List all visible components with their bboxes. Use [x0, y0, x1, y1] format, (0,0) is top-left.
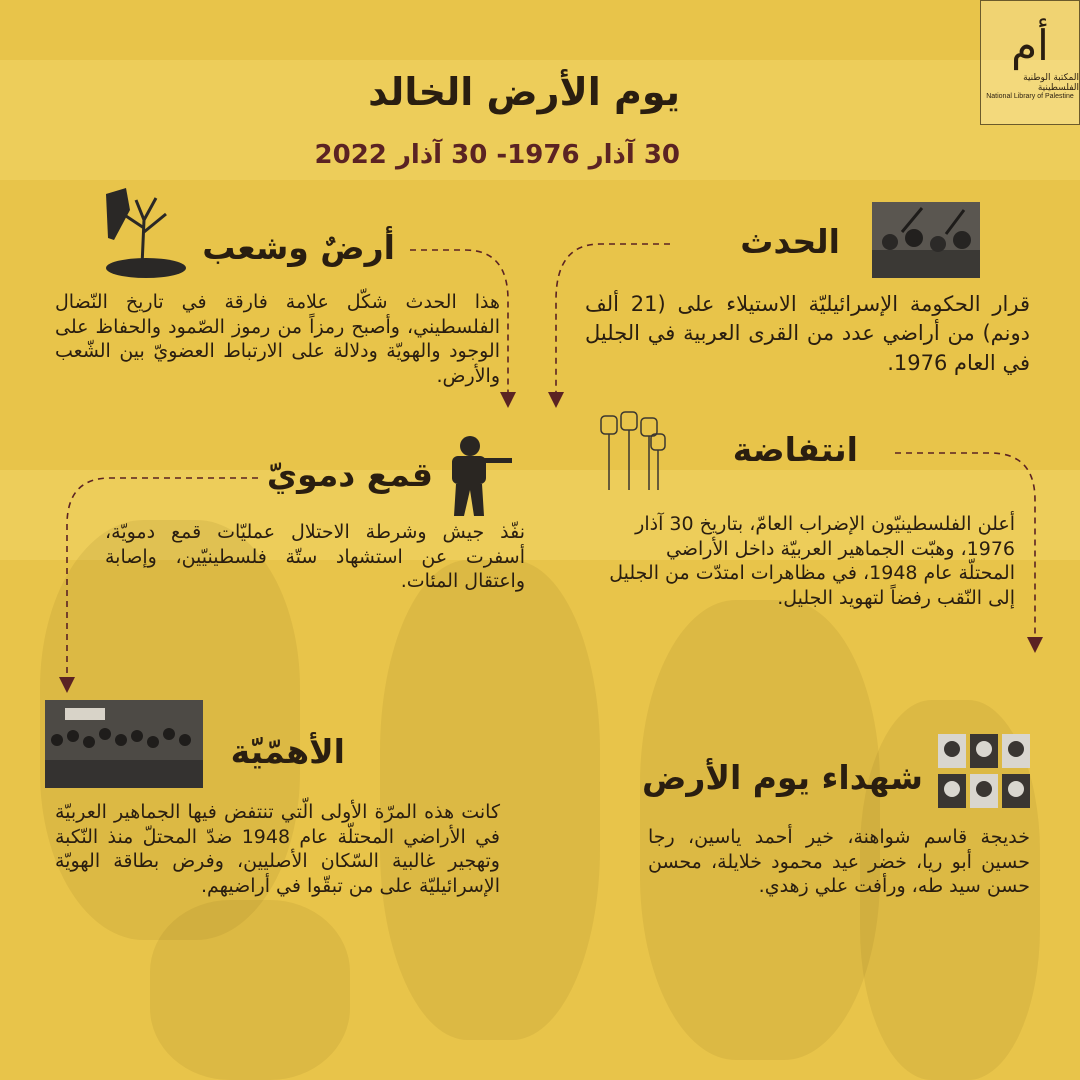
library-logo [980, 0, 1080, 125]
raised-fists-icon [597, 410, 669, 492]
soldier-silhouette-icon [444, 432, 514, 518]
land-people-heading: أرضٌ وشعب [202, 228, 395, 267]
tree-planting-icon [96, 180, 188, 280]
uprising-heading: انتفاضة [732, 430, 858, 469]
logo-name-ar: المكتبة الوطنية الفلسطينية [1023, 73, 1079, 93]
importance-text: كانت هذه المرّة الأولى الّتي تنتفض فيها الجماهير العربيّة في الأراضي المحتلّة عام 1948 ضدّ المحتلّ منذ النّكبة وتهجير غالبية السّكان الأصليين، وفرض بطاقة الهويّة الإسرائيليّة على من تبقّوا في أراضيهم. [55, 801, 500, 898]
martyrs-text: خديجة قاسم شواهنة، خير أحمد ياسين، رجا حسين أبو ريا، خضر عيد محمود خلايلة، محسن حسن سيد طه، ورأفت علي زهدي. [648, 826, 1030, 898]
crowd-photo [45, 700, 203, 788]
martyrs-heading: شهداء يوم الأرض [642, 758, 923, 797]
logo-mark: أم [1011, 21, 1049, 70]
event-heading: الحدث [740, 222, 840, 261]
protest-photo [872, 202, 980, 278]
martyrs-portraits [938, 734, 1030, 808]
uprising-text: أعلن الفلسطينيّون الإضراب العامّ، بتاريخ 30 آذار 1976، وهبّت الجماهير العربيّة داخل الأراضي المحتلّة عام 1948، في مظاهرات امتدّت من الجليل إلى النّقب رفضاً لتهويد الجليل. [609, 513, 1015, 610]
event-text: قرار الحكومة الإسرائيليّة الاستيلاء على (21 ألف دونم) من أراضي عدد من القرى العربية في الجليل في العام 1976. [585, 292, 1030, 375]
repression-text: نفّذ جيش وشرطة الاحتلال عمليّات قمع دمويّة، أسفرت عن استشهاد ستّة فلسطينيّين، وإصابة واعتقال المئات. [105, 521, 525, 593]
importance-heading: الأهمّيّة [230, 732, 345, 771]
repression-heading: قمع دمويّ [266, 455, 433, 494]
page-title: يوم الأرض الخالد [368, 70, 680, 114]
logo-name-en: National Library of Palestine [986, 93, 1074, 100]
land-people-text: هذا الحدث شكّل علامة فارقة في تاريخ النّضال الفلسطيني، وأصبح رمزاً من رموز الصّمود والحفاظ على الوجود والهويّة ودلالة على الارتباط العضويّ بين الشّعب والأرض. [55, 291, 500, 388]
page-subtitle: 30 آذار 1976- 30 آذار 2022 [314, 140, 680, 170]
